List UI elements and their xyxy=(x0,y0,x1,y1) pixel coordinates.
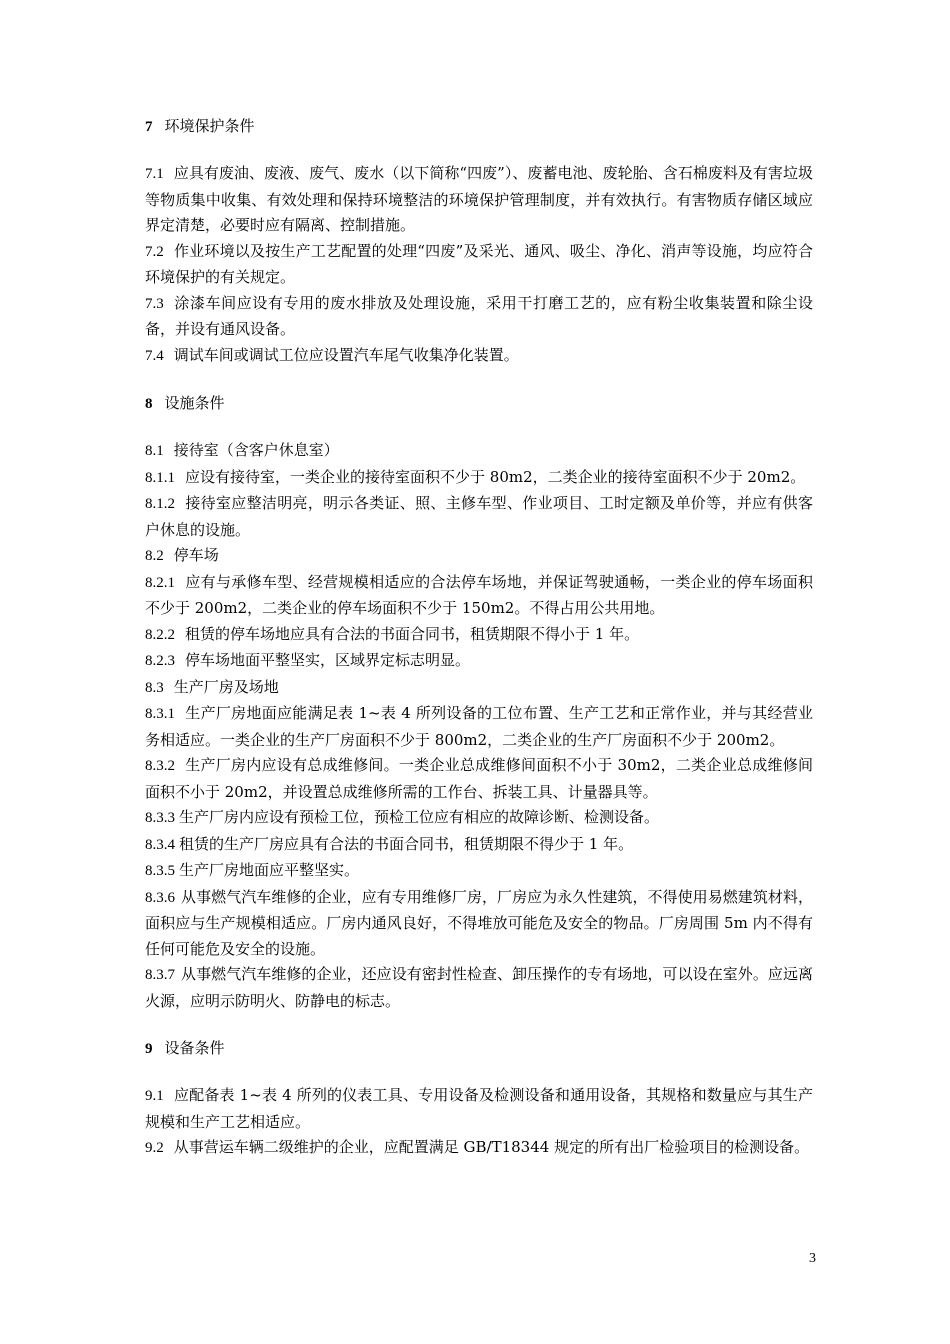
clause-number: 8.1 xyxy=(145,443,164,459)
clause-text: 停车场地面平整坚实，区域界定标志明显。 xyxy=(185,651,471,669)
clause-8-3-3 xyxy=(145,805,813,832)
clause-text: 从事燃气汽车维修的企业，应有专用维修厂房，厂房应为永久性建筑，不得使用易燃建筑材料，面积应与生产规模相适应。厂房内通风良好，不得堆放可能危及安全的物品。厂房周围 5m 内不得有任何可能危及安全的设施。 xyxy=(145,887,813,958)
clause-text: 生产厂房内应设有总成维修间。一类企业总成维修间面积不小于 30m2，二类企业总成维修间面积不小于 20m2，并设置总成维修所需的工作台、拆装工具、计量器具等。 xyxy=(145,756,813,801)
clause-number: 8.3.7 xyxy=(145,967,175,983)
clause-8-3-6 xyxy=(145,885,813,963)
clause-number: 8.3.1 xyxy=(145,706,175,722)
clause-text: 应设有接待室，一类企业的接待室面积不少于 80m2，二类企业的接待室面积不少于 20m2。 xyxy=(185,467,806,486)
clause-number: 8.3 xyxy=(145,679,164,696)
clause-number: 9.2 xyxy=(145,1140,164,1156)
clause-7-4 xyxy=(145,343,813,370)
section-title: 设备条件 xyxy=(164,1039,225,1057)
section-heading-7 xyxy=(145,114,813,140)
clause-text: 从事燃气汽车维修的企业，还应设有密封性检查、卸压操作的专有场地，可以设在室外。应远离火源，应明示防明火、防静电的标志。 xyxy=(145,965,813,1010)
section-number: 7 xyxy=(145,119,153,135)
clause-number: 8.3.5 xyxy=(145,863,175,879)
clause-text: 从事营运车辆二级维护的企业，应配置满足 GB/T18344 规定的所有出厂检验项目的检测设备。 xyxy=(173,1138,810,1156)
section-number: 9 xyxy=(145,1041,153,1057)
clause-text: 生产厂房地面应平整坚实。 xyxy=(179,861,360,879)
clause-number: 8.3.2 xyxy=(145,758,175,774)
clause-text: 应配备表 1~表 4 所列的仪表工具、专用设备及检测设备和通用设备，其规格和数量应与其生产规模和生产工艺相适应。 xyxy=(145,1086,813,1131)
section-number: 8 xyxy=(145,396,153,412)
clause-text: 停车场 xyxy=(173,546,219,564)
clause-8-3-5 xyxy=(145,858,813,885)
clause-text: 应有与承修车型、经营规模相适应的合法停车场地，并保证驾驶通畅，一类企业的停车场面积不少于 200m2，二类企业的停车场面积不少于 150m2。不得占用公共用地。 xyxy=(145,572,813,617)
clause-8-1 xyxy=(145,438,813,465)
clause-number: 8.1.1 xyxy=(145,469,175,486)
clause-7-1 xyxy=(145,161,813,239)
clause-number: 8.2 xyxy=(145,548,164,564)
clause-text: 应具有废油、废液、废气、废水（以下简称“四废”）、废蓄电池、废轮胎、含石棉废料及有害垃圾等物质集中收集、有效处理和保持环境整洁的环境保护管理制度，并有效执行。有害物质存储区域应界定清楚，必要时应有隔离、控制措施。 xyxy=(145,164,813,234)
clause-number: 7.1 xyxy=(145,166,164,182)
clause-text: 生产厂房内应设有预检工位，预检工位应有相应的故障诊断、检测设备。 xyxy=(179,808,660,826)
document-body xyxy=(145,114,813,1162)
clause-8-2-2 xyxy=(145,622,813,649)
clause-number: 8.2.1 xyxy=(145,574,175,591)
clause-9-2 xyxy=(145,1135,813,1162)
clause-8-1-1 xyxy=(145,465,813,492)
clause-9-1 xyxy=(145,1083,813,1135)
clause-number: 8.3.6 xyxy=(145,889,175,906)
page-number: 3 xyxy=(809,1251,816,1266)
clause-number: 8.1.2 xyxy=(145,496,175,512)
clause-text: 接待室应整洁明亮，明示各类证、照、主修车型、作业项目、工时定额及单价等，并应有供客户休息的设施。 xyxy=(145,494,813,539)
clause-text: 接待室（含客户休息室） xyxy=(173,441,339,459)
clause-text: 租赁的生产厂房应具有合法的书面合同书，租赁期限不得少于 1 年。 xyxy=(179,834,634,853)
clause-text: 租赁的停车场地应具有合法的书面合同书，租赁期限不得小于 1 年。 xyxy=(185,624,640,643)
section-heading-8 xyxy=(145,391,813,417)
clause-8-1-2 xyxy=(145,491,813,543)
clause-7-3 xyxy=(145,291,813,343)
clause-number: 9.1 xyxy=(145,1088,164,1104)
clause-8-2-1 xyxy=(145,570,813,622)
clause-8-2-3 xyxy=(145,648,813,675)
clause-number: 8.3.4 xyxy=(145,836,175,853)
clause-text: 调试车间或调试工位应设置汽车尾气收集净化装置。 xyxy=(173,345,519,364)
section-title: 设施条件 xyxy=(164,394,225,412)
clause-7-2 xyxy=(145,239,813,291)
section-title: 环境保护条件 xyxy=(164,117,255,135)
clause-text: 涂漆车间应设有专用的废水排放及处理设施，采用干打磨工艺的，应有粉尘收集装置和除尘设备，并设有通风设备。 xyxy=(145,293,813,338)
clause-number: 8.2.2 xyxy=(145,626,175,643)
clause-number: 7.4 xyxy=(145,347,164,364)
clause-number: 8.2.3 xyxy=(145,653,175,669)
section-heading-9 xyxy=(145,1036,813,1062)
clause-text: 生产厂房及场地 xyxy=(173,677,279,696)
clause-number: 8.3.3 xyxy=(145,810,175,826)
clause-8-3-2 xyxy=(145,753,813,805)
clause-number: 7.3 xyxy=(145,295,164,312)
clause-text: 作业环境以及按生产工艺配置的处理“四废”及采光、通风、吸尘、净化、消声等设施，均应符合环境保护的有关规定。 xyxy=(145,241,813,286)
clause-8-2 xyxy=(145,543,813,570)
clause-8-3 xyxy=(145,675,813,702)
clause-8-3-7 xyxy=(145,962,813,1014)
clause-8-3-1 xyxy=(145,701,813,753)
clause-8-3-4 xyxy=(145,832,813,859)
clause-text: 生产厂房地面应能满足表 1~表 4 所列设备的工位布置、生产工艺和正常作业，并与其经营业务相适应。一类企业的生产厂房面积不少于 800m2，二类企业的生产厂房面积不少于 200m2。 xyxy=(145,704,813,749)
clause-number: 7.2 xyxy=(145,243,164,260)
